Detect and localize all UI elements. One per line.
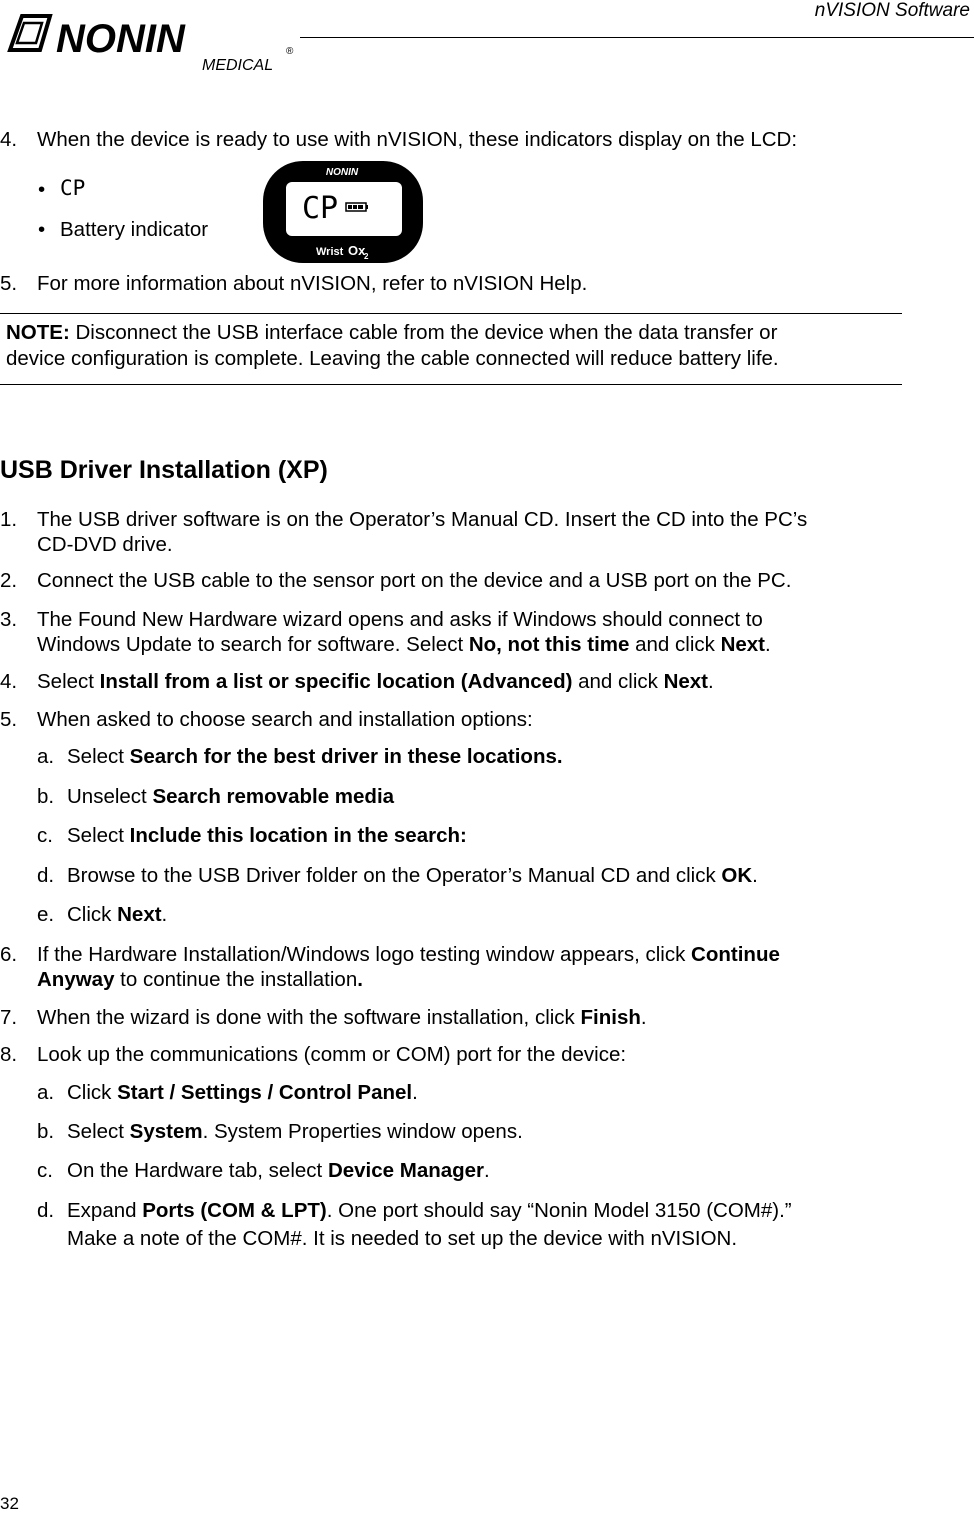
note-text-1: Disconnect the USB interface cable from the device when the data transfer or xyxy=(69,321,778,344)
step-8a-t1: Click xyxy=(67,1081,118,1104)
step-8-number: 8. xyxy=(0,1043,18,1066)
step-2-text: Connect the USB cable to the sensor port on the device and a USB port on the PC. xyxy=(37,569,792,592)
step-3-line-2 xyxy=(37,632,771,657)
step-5-number: 5. xyxy=(0,272,18,295)
step-5-text: For more information about nVISION, refer to nVISION Help. xyxy=(37,272,588,295)
step-5c-letter: c. xyxy=(37,824,53,847)
bullet-battery: Battery indicator xyxy=(60,218,209,241)
step-8d-text xyxy=(67,1198,792,1223)
step-3-line-1: The Found New Hardware wizard opens and asks if Windows should connect to xyxy=(37,608,763,631)
step-8b-t1: Select xyxy=(67,1120,130,1143)
step-4b-option: Install from a list or specific location (Advanced) xyxy=(99,670,573,693)
bullet-cp: CP xyxy=(60,176,86,200)
step-8d-line-2: Make a note of the COM#. It is needed to set up the device with nVISION. xyxy=(67,1227,738,1250)
step-5d-t3: . xyxy=(752,864,758,887)
step-7-number: 7. xyxy=(0,1006,18,1029)
step-5d-text xyxy=(67,863,758,888)
step-5b-text: When asked to choose search and installation options: xyxy=(37,708,533,731)
step-1-line-2: CD-DVD drive. xyxy=(37,533,173,556)
logo-text: NONIN xyxy=(56,17,185,61)
step-5c-t2: Include this location in the search: xyxy=(129,824,467,847)
note-bottom-rule xyxy=(0,384,902,385)
step-5d-t1: Browse to the USB Driver folder on the Operator’s Manual CD and click xyxy=(67,864,722,887)
step-8d-t1: Expand xyxy=(67,1199,143,1222)
step-5a-letter: a. xyxy=(37,745,55,768)
step-8d-t2: Ports (COM & LPT) xyxy=(142,1199,327,1222)
step-5c-text xyxy=(67,823,467,848)
step-5e-t3: . xyxy=(161,903,168,926)
step-5c-t1: Select xyxy=(67,824,130,847)
lcd-product-sub: 2 xyxy=(364,252,369,261)
step-4b-number: 4. xyxy=(0,670,18,693)
page-number: 32 xyxy=(0,1494,19,1513)
step-5e-letter: e. xyxy=(37,903,55,926)
step-8b-letter: b. xyxy=(37,1120,55,1143)
step-6-line-1 xyxy=(37,942,780,967)
lcd-product-suffix: Ox xyxy=(348,243,366,258)
step-6-l1b: Continue xyxy=(691,943,780,966)
step-8a-t3: . xyxy=(412,1081,418,1104)
step-5b-sub-text xyxy=(67,784,394,809)
header-title: nVISION Software xyxy=(814,0,970,21)
step-7-c: . xyxy=(640,1006,647,1029)
step-6-l2a: Anyway xyxy=(37,968,115,991)
step-6-l2b: to continue the installation xyxy=(114,968,358,991)
note-label: NOTE: xyxy=(6,321,70,344)
bullet-2-char: • xyxy=(38,218,46,241)
nonin-medical-logo xyxy=(4,8,296,74)
step-7-b: Finish xyxy=(580,1006,641,1029)
step-3-period: . xyxy=(765,633,771,656)
wristox-lcd-image xyxy=(262,160,424,264)
step-5a-text xyxy=(67,744,563,769)
step-3-option: No, not this time xyxy=(468,633,630,656)
step-8a-letter: a. xyxy=(37,1081,55,1104)
section-heading: USB Driver Installation (XP) xyxy=(0,456,328,484)
step-5e-text xyxy=(67,902,167,927)
step-8d-t3: . One port should say “Nonin Model 3150 (COM#).” xyxy=(326,1199,792,1222)
step-3-text-a: Windows Update to search for software. Select xyxy=(37,633,469,656)
step-6-line-2 xyxy=(37,967,363,992)
step-6-l2c: . xyxy=(357,968,363,991)
step-6-number: 6. xyxy=(0,943,18,966)
step-4b-next: Next xyxy=(663,670,709,693)
lcd-product: Wrist xyxy=(316,246,344,258)
step-5e-t1: Click xyxy=(67,903,118,926)
step-8-text: Look up the communications (comm or COM) port for the device: xyxy=(37,1043,627,1066)
step-8b-text xyxy=(67,1119,523,1144)
step-5a-t2: Search for the best driver in these locations. xyxy=(129,745,563,768)
lcd-cp-text: CP xyxy=(302,191,339,226)
step-8c-t1: On the Hardware tab, select xyxy=(67,1159,328,1182)
step-5b-letter: b. xyxy=(37,785,55,808)
step-7-a: When the wizard is done with the software installation, click xyxy=(37,1006,581,1029)
registered-mark: ® xyxy=(286,46,294,57)
bullet-1-char: • xyxy=(38,178,46,201)
note-line-2: device configuration is complete. Leaving the cable connected will reduce battery life. xyxy=(6,347,779,370)
step-8a-t2: Start / Settings / Control Panel xyxy=(117,1081,413,1104)
step-5a-t1: Select xyxy=(67,745,130,768)
logo-subtext: MEDICAL xyxy=(202,57,274,74)
step-8c-letter: c. xyxy=(37,1159,53,1182)
step-8c-t3: . xyxy=(484,1159,490,1182)
step-4b-a: Select xyxy=(37,670,100,693)
step-5e-t2: Next xyxy=(117,903,162,926)
step-8c-text xyxy=(67,1158,490,1183)
note-line-1 xyxy=(6,320,777,345)
step-4-number: 4. xyxy=(0,128,18,151)
step-1-line-1: The USB driver software is on the Operator’s Manual CD. Insert the CD into the PC’s xyxy=(37,508,808,531)
step-8b-t2: System xyxy=(129,1120,203,1143)
step-4b-period: . xyxy=(708,670,714,693)
step-2-number: 2. xyxy=(0,569,18,592)
step-3-text-c: and click xyxy=(629,633,721,656)
step-8d-letter: d. xyxy=(37,1199,55,1222)
step-5b-number: 5. xyxy=(0,708,18,731)
logo-graphic xyxy=(4,8,296,74)
lcd-brand: NONIN xyxy=(325,167,359,178)
step-1-number: 1. xyxy=(0,508,18,531)
step-4b-c: and click xyxy=(572,670,664,693)
step-5b-t1: Unselect xyxy=(67,785,153,808)
step-5d-t2: OK xyxy=(721,864,753,887)
header-rule xyxy=(300,37,974,38)
step-8a-text xyxy=(67,1080,418,1105)
step-4b-text xyxy=(37,669,714,694)
step-7-text xyxy=(37,1005,647,1030)
step-3-number: 3. xyxy=(0,608,18,631)
step-5d-letter: d. xyxy=(37,864,55,887)
step-4-text: When the device is ready to use with nVISION, these indicators display on the LCD: xyxy=(37,128,798,151)
step-8b-t3: . System Properties window opens. xyxy=(202,1120,523,1143)
step-8c-t2: Device Manager xyxy=(327,1159,485,1182)
step-3-next: Next xyxy=(720,633,766,656)
note-top-rule xyxy=(0,313,902,314)
step-6-l1a: If the Hardware Installation/Windows logo testing window appears, click xyxy=(37,943,692,966)
step-5b-t2: Search removable media xyxy=(152,785,395,808)
